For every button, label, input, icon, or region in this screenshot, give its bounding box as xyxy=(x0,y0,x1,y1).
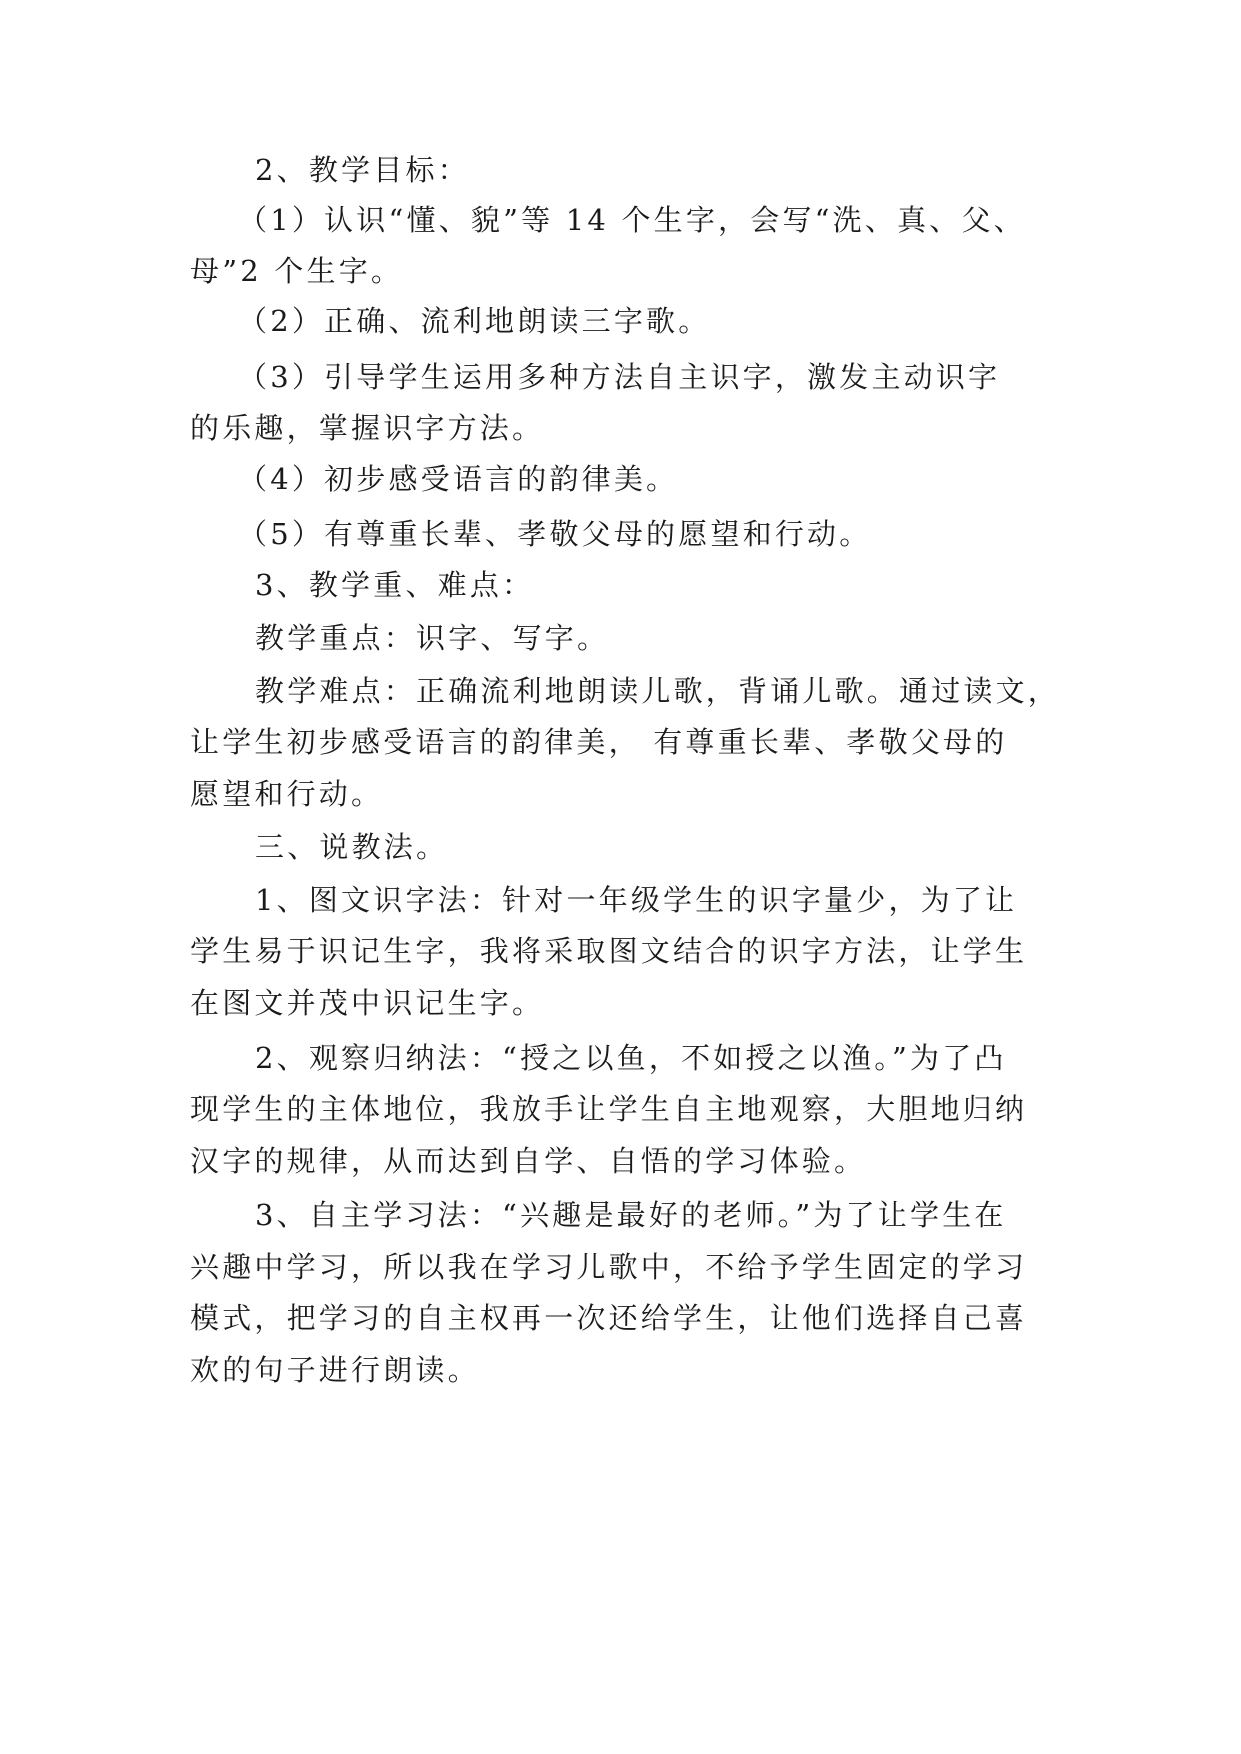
text-line: 汉字的规律，从而达到自学、自悟的学习体验。 xyxy=(190,1144,867,1178)
text-line: 让学生初步感受语言的韵律美， 有尊重长辈、孝敬父母的 xyxy=(190,725,1008,759)
text-line: 教学难点：正确流利地朗读儿歌，背诵儿歌。通过读文， xyxy=(255,674,1061,708)
text-line: 模式，把学习的自主权再一次还给学生，让他们选择自己喜 xyxy=(190,1301,1028,1335)
text-line: 3、教学重、难点： xyxy=(255,568,535,602)
text-line: （4）初步感受语言的韵律美。 xyxy=(238,462,679,496)
text-line: 2、教学目标： xyxy=(255,153,470,187)
text-line: 现学生的主体地位，我放手让学生自主地观察，大胆地归纳 xyxy=(190,1092,1028,1126)
text-line: 3、自主学习法：“兴趣是最好的老师。”为了让学生在 xyxy=(255,1198,1007,1232)
text-line: 2、观察归纳法：“授之以鱼，不如授之以渔。”为了凸 xyxy=(255,1041,1007,1075)
text-line: 三、说教法。 xyxy=(255,830,449,864)
text-line: （2）正确、流利地朗读三字歌。 xyxy=(238,304,711,338)
text-line: 母”2 个生字。 xyxy=(190,254,404,288)
text-line: 愿望和行动。 xyxy=(190,777,384,811)
text-line: 1、图文识字法：针对一年级学生的识字量少，为了让 xyxy=(255,883,1018,917)
text-line: 的乐趣，掌握识字方法。 xyxy=(190,411,545,445)
text-line: 教学重点：识字、写字。 xyxy=(255,621,610,655)
text-line: 在图文并茂中识记生字。 xyxy=(190,986,545,1020)
text-line: 学生易于识记生字，我将采取图文结合的识字方法，让学生 xyxy=(190,934,1028,968)
text-line: （5）有尊重长辈、孝敬父母的愿望和行动。 xyxy=(238,517,872,551)
text-line: （1）认识“懂、貌”等 14 个生字，会写“洗、真、父、 xyxy=(238,203,1026,237)
text-line: （3）引导学生运用多种方法自主识字，激发主动识字 xyxy=(238,360,1001,394)
text-line: 兴趣中学习，所以我在学习儿歌中，不给予学生固定的学习 xyxy=(190,1250,1028,1284)
text-line: 欢的句子进行朗读。 xyxy=(190,1353,480,1387)
